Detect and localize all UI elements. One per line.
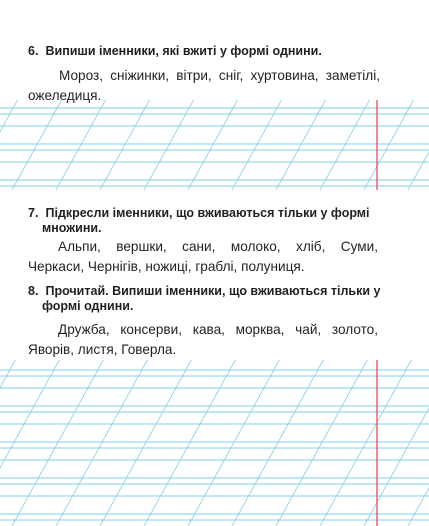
slant-line	[100, 360, 191, 526]
task-8-instruction-line2: формі однини.	[42, 299, 134, 313]
task-6-text: Мороз, сніжинки, вітри, сніг, хуртовина, заметілі, ожеледиця.	[28, 68, 380, 103]
task-7-title	[28, 206, 400, 236]
task-6-number: 6.	[28, 44, 39, 58]
task-8-text-line1: Дружба, консерви, кава, морква, чай, золото,	[58, 322, 378, 337]
slant-line	[12, 360, 103, 526]
slant-line	[0, 360, 15, 526]
slant-line	[56, 360, 147, 526]
slant-line	[0, 360, 59, 526]
writing-area-2	[0, 360, 429, 526]
task-6-instruction: Випиши іменники, які вжиті у формі однини.	[45, 44, 322, 58]
task-8-instruction-line1: Прочитай. Випиши іменники, що вживаються тільки у	[45, 284, 381, 298]
task-7-text-line2: Черкаси, Чернігів, ножиці, граблі, полуниця.	[28, 259, 305, 274]
ruling-lines-2	[0, 360, 429, 526]
task-8-text-line2: Яворів, листя, Говерла.	[28, 342, 177, 357]
slant-line	[144, 360, 235, 526]
task-8-number: 8.	[28, 284, 39, 298]
task-7-number: 7.	[28, 206, 39, 220]
task-7-instruction-line1: Підкресли іменники, що вживаються тільки у формі	[45, 206, 370, 220]
task-8-title	[28, 284, 400, 314]
ruling-lines-1	[0, 100, 429, 190]
slant-line	[320, 360, 411, 526]
slant-line	[408, 360, 429, 526]
slant-line	[232, 360, 323, 526]
slant-line	[188, 360, 279, 526]
task-6-title	[28, 44, 322, 59]
task-7-instruction-line2: множини.	[42, 221, 102, 235]
writing-area-1	[0, 100, 429, 190]
slant-line	[276, 360, 367, 526]
task-7-text-line1: Альпи, вершки, сани, молоко, хліб, Суми,	[58, 239, 378, 254]
slant-line	[364, 360, 429, 526]
